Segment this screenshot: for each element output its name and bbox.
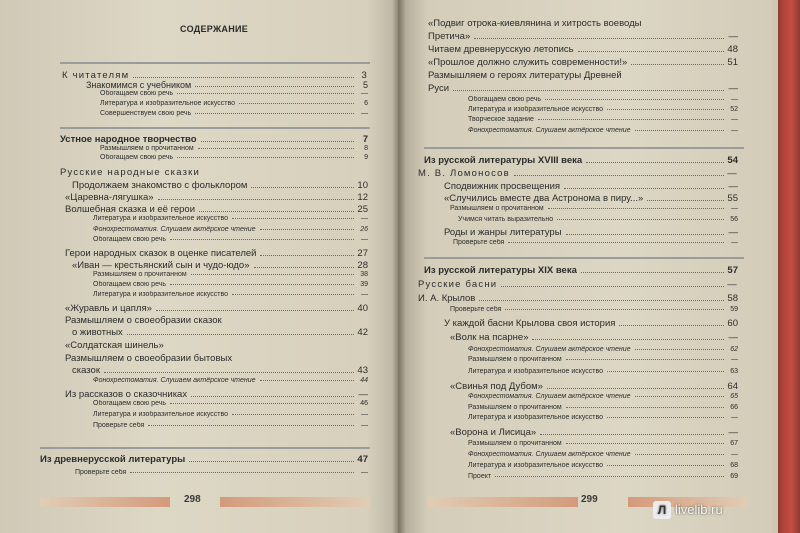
toc-entry (444, 227, 738, 238)
toc-entry (100, 100, 368, 107)
toc-leader (501, 286, 724, 287)
toc-entry-page: 57 (727, 265, 738, 276)
toc-entry (65, 248, 368, 259)
toc-entry-page: 26 (360, 226, 368, 233)
toc-leader (566, 359, 724, 360)
section-divider (60, 127, 370, 129)
toc-entry-page: 10 (357, 180, 368, 191)
toc-entry-page: 66 (730, 404, 738, 411)
toc-entry (428, 70, 738, 81)
toc-entry-page: 69 (730, 473, 738, 480)
toc-leader (635, 349, 724, 350)
toc-entry-page: — (361, 90, 368, 97)
toc-entry-page: — (361, 291, 368, 298)
toc-heading: СОДЕРЖАНИЕ (180, 24, 249, 34)
toc-entry (450, 332, 738, 343)
toc-entry-title: И. А. Крылов (418, 293, 476, 304)
toc-entry (418, 168, 738, 179)
toc-entry (65, 340, 368, 351)
toc-entry-title: У каждой басни Крылова своя история (444, 318, 616, 329)
toc-entry-page: — (361, 110, 368, 117)
toc-entry-page: 63 (730, 368, 738, 375)
toc-leader (156, 310, 354, 311)
toc-entry-title: Литература и изобразительное искусство (468, 462, 604, 469)
toc-leader (631, 64, 724, 65)
toc-leader (177, 157, 354, 158)
toc-leader (607, 109, 724, 110)
toc-leader (548, 208, 724, 209)
toc-entry (468, 127, 738, 134)
toc-entry (444, 318, 738, 329)
toc-leader (547, 388, 724, 389)
toc-entry (93, 281, 368, 288)
toc-entry (468, 393, 738, 400)
toc-entry (428, 18, 738, 29)
toc-leader (191, 396, 354, 397)
toc-leader (566, 407, 724, 408)
toc-entry-page: 67 (730, 440, 738, 447)
toc-entry-title: Размышляем о героях литературы Древней (428, 70, 622, 81)
toc-entry (65, 389, 368, 400)
toc-entry-page: 5 (362, 80, 368, 90)
toc-entry (72, 260, 368, 271)
toc-entry-title: М. В. Ломоносов (418, 168, 510, 179)
toc-leader (557, 219, 724, 220)
toc-entry (100, 154, 368, 161)
toc-entry-title: Литература и изобразительное искусство (100, 100, 236, 107)
toc-entry-page: — (728, 427, 738, 438)
toc-leader (170, 403, 354, 404)
toc-entry-title: Размышляем о прочитанном (93, 271, 187, 278)
toc-entry-page: 25 (357, 204, 368, 215)
section-divider (60, 62, 370, 64)
toc-entry-title: «Ворона и Лисица» (450, 427, 537, 438)
toc-entry-title: Из русской литературы XIX века (424, 265, 577, 276)
toc-leader (635, 396, 724, 397)
toc-entry-page: 58 (727, 293, 738, 304)
toc-entry (65, 315, 368, 326)
toc-leader (232, 218, 354, 219)
toc-entry-page: 6 (364, 100, 368, 107)
toc-entry-title: Совершенствуем свою речь (100, 110, 192, 117)
toc-entry (468, 116, 738, 123)
toc-leader (170, 239, 354, 240)
watermark-text: livelib.ru (675, 502, 723, 517)
toc-leader (239, 103, 354, 104)
footer-bar (428, 497, 578, 507)
toc-entry-page: 38 (360, 271, 368, 278)
toc-leader (148, 425, 354, 426)
toc-leader (578, 51, 724, 52)
toc-entry (424, 265, 738, 276)
toc-entry-title: Литература и изобразительное искусство (93, 411, 229, 418)
toc-entry-page: — (361, 422, 368, 429)
toc-entry-page: 27 (357, 248, 368, 259)
toc-entry (60, 134, 368, 145)
right-page (398, 0, 772, 533)
toc-entry (75, 469, 368, 476)
toc-entry-page: — (731, 414, 738, 421)
toc-leader (260, 255, 354, 256)
toc-entry (468, 368, 738, 375)
section-divider (40, 447, 370, 449)
toc-entry-page: 56 (730, 216, 738, 223)
toc-entry-page: — (728, 31, 738, 42)
toc-entry (65, 192, 368, 203)
toc-entry (468, 356, 738, 363)
toc-entry-title: «Солдатская шинель» (65, 340, 164, 351)
toc-entry-title: Роды и жанры литературы (444, 227, 562, 238)
toc-entry (93, 226, 368, 233)
toc-entry-page: — (361, 411, 368, 418)
toc-entry-page: 51 (727, 57, 738, 68)
toc-entry (418, 279, 738, 290)
toc-leader (586, 162, 724, 163)
toc-entry-page: 46 (360, 400, 368, 407)
book-gutter (392, 0, 406, 533)
toc-leader (195, 113, 354, 114)
toc-entry-title: Литература и изобразительное искусство (468, 368, 604, 375)
toc-entry-page: — (731, 127, 738, 134)
toc-leader (260, 380, 354, 381)
toc-entry (458, 216, 738, 223)
toc-entry (86, 80, 368, 90)
toc-entry-page: — (731, 96, 738, 103)
toc-entry-title: Проверьте себя (453, 239, 505, 246)
toc-leader (508, 242, 724, 243)
toc-entry-page: 68 (730, 462, 738, 469)
toc-leader (158, 199, 354, 200)
toc-entry-title: «Свинья под Дубом» (450, 381, 543, 392)
toc-entry-page: 43 (357, 365, 368, 376)
toc-entry-title: «Царевна-лягушка» (65, 192, 154, 203)
toc-entry-page: 12 (357, 192, 368, 203)
toc-entry-page: 52 (730, 106, 738, 113)
toc-entry-title: Обогащаем свою речь (100, 154, 174, 161)
toc-entry-page: 3 (361, 70, 368, 81)
toc-entry (72, 327, 368, 338)
toc-entry-page: 40 (357, 303, 368, 314)
toc-entry (100, 90, 368, 97)
page-number: 299 (581, 494, 598, 505)
toc-entry-title: Размышляем о своеобразии сказок (65, 315, 222, 326)
toc-entry-page: 48 (727, 44, 738, 55)
toc-entry (428, 31, 738, 42)
toc-entry (65, 204, 368, 215)
toc-leader (177, 93, 354, 94)
toc-leader (254, 267, 355, 268)
toc-leader (195, 86, 354, 87)
toc-entry-title: Литература и изобразительное искусство (468, 106, 604, 113)
toc-entry (418, 293, 738, 304)
toc-entry-page: 60 (727, 318, 738, 329)
footer-bar (40, 497, 170, 507)
toc-entry-title: Фонохрестоматия. Слушаем актёрское чтение (468, 346, 631, 353)
toc-entry (65, 353, 368, 364)
toc-leader (199, 211, 354, 212)
toc-entry (100, 110, 368, 117)
toc-entry-page: 42 (357, 327, 368, 338)
toc-entry-title: о животных (72, 327, 123, 338)
toc-entry (468, 440, 738, 447)
toc-entry-title: Литература и изобразительное искусство (468, 414, 604, 421)
toc-entry (60, 167, 368, 178)
toc-leader (453, 90, 724, 91)
toc-entry-title: Учимся читать выразительно (458, 216, 554, 223)
toc-leader (127, 334, 354, 335)
toc-entry-title: сказок (72, 365, 100, 376)
toc-entry (93, 377, 368, 384)
toc-entry-title: «Иван — крестьянский сын и чудо-юдо» (72, 260, 250, 271)
toc-entry-title: Русские басни (418, 279, 498, 290)
toc-leader (514, 175, 724, 176)
toc-leader (540, 434, 724, 435)
toc-leader (532, 339, 724, 340)
toc-leader (607, 417, 724, 418)
toc-entry (428, 44, 738, 55)
toc-entry-title: Фонохрестоматия. Слушаем актёрское чтение (468, 127, 631, 134)
toc-entry-page: 8 (364, 145, 368, 152)
toc-entry-title: Обогащаем свою речь (93, 281, 167, 288)
toc-leader (189, 461, 354, 462)
watermark-logo-icon: Л (653, 501, 671, 519)
toc-entry-page: — (728, 332, 738, 343)
toc-entry (93, 422, 368, 429)
toc-leader (251, 187, 354, 188)
toc-entry (72, 365, 368, 376)
toc-entry-page: 62 (730, 346, 738, 353)
toc-leader (581, 272, 724, 273)
toc-leader (198, 148, 354, 149)
toc-entry (93, 400, 368, 407)
toc-leader (566, 234, 724, 235)
toc-entry (93, 215, 368, 222)
toc-entry (450, 381, 738, 392)
toc-entry-title: Устное народное творчество (60, 134, 197, 145)
footer-bar (220, 497, 370, 507)
toc-entry-title: «Подвиг отрока-киевлянина и хитрость воеводы (428, 18, 642, 29)
toc-entry-page: — (728, 83, 738, 94)
toc-entry-page: 54 (727, 155, 738, 166)
toc-entry-title: Литература и изобразительное искусство (93, 215, 229, 222)
toc-entry (65, 303, 368, 314)
toc-entry-page: 9 (364, 154, 368, 161)
toc-entry (93, 271, 368, 278)
toc-entry-page: — (731, 451, 738, 458)
toc-leader (474, 38, 724, 39)
toc-leader (538, 119, 724, 120)
toc-entry-title: Фонохрестоматия. Слушаем актёрское чтение (468, 393, 631, 400)
toc-entry-page: 65 (730, 393, 738, 400)
toc-entry (428, 57, 738, 68)
toc-entry-title: «Волк на псарне» (450, 332, 529, 343)
toc-entry-title: «Случились вместе два Астронома в пиру...» (444, 193, 644, 204)
toc-entry (93, 291, 368, 298)
toc-entry-title: Из древнерусской литературы (40, 454, 186, 465)
toc-entry-page: 28 (357, 260, 368, 271)
toc-leader (564, 188, 724, 189)
book-cover-edge (772, 0, 800, 533)
toc-entry-title: Проверьте себя (93, 422, 145, 429)
toc-entry (428, 83, 738, 94)
toc-leader (260, 229, 354, 230)
toc-leader (619, 325, 724, 326)
toc-entry-title: Размышляем о прочитанном (100, 145, 194, 152)
toc-entry-title: Обогащаем свою речь (93, 400, 167, 407)
toc-entry-title: Размышляем о прочитанном (450, 205, 544, 212)
toc-leader (232, 414, 354, 415)
toc-entry-title: Размышляем о своеобразии бытовых (65, 353, 233, 364)
toc-entry-page: 39 (360, 281, 368, 288)
toc-leader (479, 300, 724, 301)
toc-entry-page: — (727, 279, 738, 290)
toc-entry (93, 236, 368, 243)
toc-entry (424, 155, 738, 166)
toc-entry-title: Претича» (428, 31, 471, 42)
toc-entry-page: — (361, 236, 368, 243)
toc-entry-title: Размышляем о прочитанном (468, 356, 562, 363)
toc-entry-title: Проверьте себя (450, 306, 502, 313)
toc-entry (468, 473, 738, 480)
toc-entry-title: Фонохрестоматия. Слушаем актёрское чтение (93, 377, 256, 384)
toc-entry-page: — (727, 168, 738, 179)
toc-entry-page: — (361, 215, 368, 222)
page-number: 298 (184, 494, 201, 505)
toc-entry (444, 193, 738, 204)
toc-entry-title: Творческое задание (468, 116, 534, 123)
toc-entry-title: Проверьте себя (75, 469, 127, 476)
toc-leader (566, 443, 724, 444)
toc-entry-page: 64 (727, 381, 738, 392)
toc-entry-page: — (731, 239, 738, 246)
toc-entry-title: Обогащаем свою речь (93, 236, 167, 243)
toc-leader (191, 274, 354, 275)
toc-leader (130, 472, 354, 473)
toc-entry (468, 96, 738, 103)
toc-entry-page: — (731, 116, 738, 123)
toc-entry-page: — (361, 469, 368, 476)
toc-entry-title: К читателям (62, 70, 130, 81)
watermark (653, 501, 723, 519)
toc-entry-title: Проект (468, 473, 492, 480)
toc-entry-title: Размышляем о прочитанном (468, 440, 562, 447)
toc-entry-title: Сподвижник просвещения (444, 181, 561, 192)
toc-leader (635, 454, 724, 455)
toc-entry (468, 414, 738, 421)
toc-leader (647, 200, 724, 201)
toc-entry-page: 47 (357, 454, 368, 465)
toc-entry-page: 55 (727, 193, 738, 204)
toc-entry (468, 346, 738, 353)
toc-entry (93, 411, 368, 418)
toc-entry-title: Из рассказов о сказочниках (65, 389, 188, 400)
toc-entry (100, 145, 368, 152)
toc-entry-title: Читаем древнерусскую летопись (428, 44, 574, 55)
toc-entry-title: Русские народные сказки (60, 167, 201, 178)
toc-entry (444, 181, 738, 192)
toc-entry-title: Фонохрестоматия. Слушаем актёрское чтение (468, 451, 631, 458)
toc-leader (495, 476, 724, 477)
toc-entry (468, 462, 738, 469)
toc-entry-page: — (731, 356, 738, 363)
toc-entry-title: «Прошлое должно служить современности!» (428, 57, 628, 68)
toc-entry-title: Из русской литературы XVIII века (424, 155, 583, 166)
toc-leader (201, 141, 354, 142)
toc-entry (453, 239, 738, 246)
section-divider (424, 257, 744, 259)
section-divider (424, 147, 744, 149)
toc-entry-page: 59 (730, 306, 738, 313)
left-page (0, 0, 398, 533)
toc-leader (545, 99, 724, 100)
toc-leader (133, 77, 354, 78)
toc-entry-title: Волшебная сказка и её герои (65, 204, 196, 215)
toc-leader (607, 465, 724, 466)
toc-leader (607, 371, 724, 372)
toc-entry (450, 205, 738, 212)
toc-entry (40, 454, 368, 465)
toc-entry-title: Фонохрестоматия. Слушаем актёрское чтение (93, 226, 256, 233)
toc-entry-title: Герои народных сказок в оценке писателей (65, 248, 257, 259)
toc-entry (468, 451, 738, 458)
toc-entry (72, 180, 368, 191)
toc-entry-title: Размышляем о прочитанном (468, 404, 562, 411)
toc-entry-title: Литература и изобразительное искусство (93, 291, 229, 298)
toc-entry-page: — (728, 181, 738, 192)
toc-leader (635, 130, 724, 131)
toc-entry (468, 106, 738, 113)
toc-entry-title: Продолжаем знакомство с фольклором (72, 180, 248, 191)
toc-entry-page: 44 (360, 377, 368, 384)
toc-leader (505, 309, 724, 310)
toc-entry (468, 404, 738, 411)
toc-entry-page: — (731, 205, 738, 212)
toc-entry-page: — (728, 227, 738, 238)
toc-leader (170, 284, 354, 285)
toc-leader (104, 372, 354, 373)
toc-entry-page: — (358, 389, 368, 400)
toc-entry-title: Обогащаем свою речь (468, 96, 542, 103)
toc-entry-title: Обогащаем свою речь (100, 90, 174, 97)
toc-entry-page: 7 (362, 134, 368, 145)
toc-entry (450, 306, 738, 313)
toc-entry-title: «Журавль и цапля» (65, 303, 152, 314)
toc-entry-title: Руси (428, 83, 450, 94)
toc-entry-title: Знакомимся с учебником (86, 80, 192, 90)
toc-entry (450, 427, 738, 438)
toc-leader (232, 294, 354, 295)
